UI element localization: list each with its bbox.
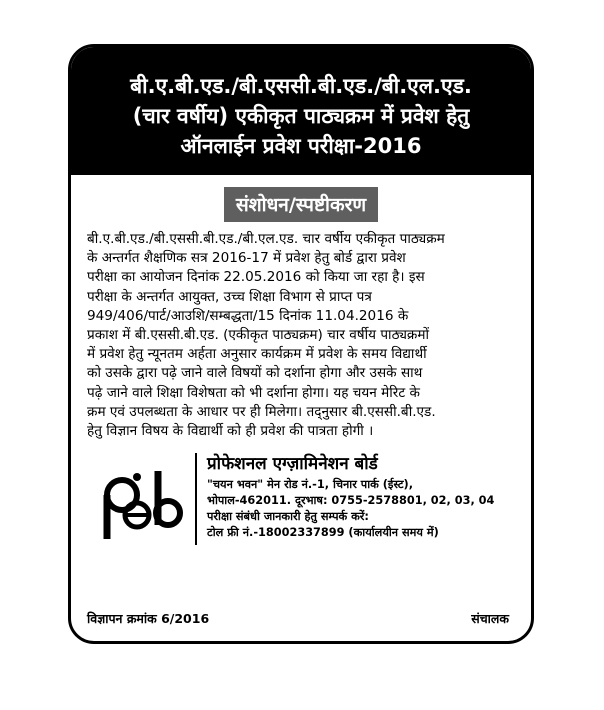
footer [71, 453, 531, 545]
org-name: प्रोफेशनल एग्ज़ामिनेशन बोर्ड [207, 454, 378, 475]
ad-header [71, 47, 531, 175]
signatory: संचालक [471, 611, 509, 626]
ad-number: विज्ञापन क्रमांक 6/2016 [87, 611, 210, 626]
body-line: बी.ए.बी.एड./बी.एससी.बी.एड./बी.एल.एड. चार वर्षीय एकीकृत पाठ्यक्रम [87, 231, 445, 247]
notice-body [71, 222, 531, 441]
header-line-3: ऑनलाईन प्रवेश परीक्षा-2016 [180, 134, 422, 158]
advertisement-frame [68, 44, 534, 644]
body-line: क्रम एवं उपलब्धता के आधार पर ही मिलेगा। तद्नुसार बी.एससी.बी.एड. [87, 403, 436, 420]
body-line: 949/406/पार्ट/आउशि/सम्बद्धता/15 दिनांक 11.04.2016 के [87, 307, 409, 324]
body-line: हेतु विज्ञान विषय के विद्यार्थी को ही प्रवेश की पात्रता होगी । [87, 423, 374, 440]
bottom-row [87, 610, 509, 627]
peb-logo-icon [95, 453, 185, 545]
body-line: के अन्तर्गत शैक्षणिक सत्र 2016-17 में प्रवेश हेतु बोर्ड द्वारा प्रवेश [87, 250, 406, 267]
address-line-2: भोपाल-462011. दूरभाष: 0755-2578801, 02, 03, 04 [207, 494, 495, 508]
body-line: में प्रवेश हेतु न्यूनतम अर्हता अनुसार कार्यक्रम में प्रवेश के समय विद्यार्थी [87, 346, 427, 363]
header-line-2: (चार वर्षीय) एकीकृत पाठ्यक्रम में प्रवेश हेतु [132, 104, 470, 128]
body-line: प्रकाश में बी.एससी.बी.एड. (एकीकृत पाठ्यक्रम) चार वर्षीय पाठ्यक्रमों [87, 327, 430, 344]
body-line: पढ़े जाने वाले शिक्षा विशेषता को भी दर्शाना होगा। यह चयन मेरिट के [87, 384, 420, 401]
body-line: परीक्षा का आयोजन दिनांक 22.05.2016 को किया जा रहा है। इस [87, 269, 425, 286]
header-line-1: बी.ए.बी.एड./बी.एससी.बी.एड./बी.एल.एड. [130, 74, 472, 98]
address-line-1: "चयन भवन" मेन रोड नं.-1, चिनार पार्क (ईस्ट), [207, 478, 413, 492]
body-line: को उसके द्वारा पढ़े जाने वाले विषयों को दर्शाना होगा और उसके साथ [87, 365, 423, 382]
peb-logo [95, 453, 197, 545]
body-line: परीक्षा के अन्तर्गत आयुक्त, उच्च शिक्षा विभाग से प्राप्त पत्र [87, 288, 372, 305]
address-block [197, 453, 494, 545]
address-line-4: टोल फ्री नं.-18002337899 (कार्यालयीन समय में) [207, 526, 439, 540]
subheading: संशोधन/स्पष्टीकरण [224, 187, 378, 222]
subheading-wrap [71, 187, 531, 222]
address-line-3: परीक्षा संबंधी जानकारी हेतु सम्पर्क करें: [207, 510, 369, 524]
